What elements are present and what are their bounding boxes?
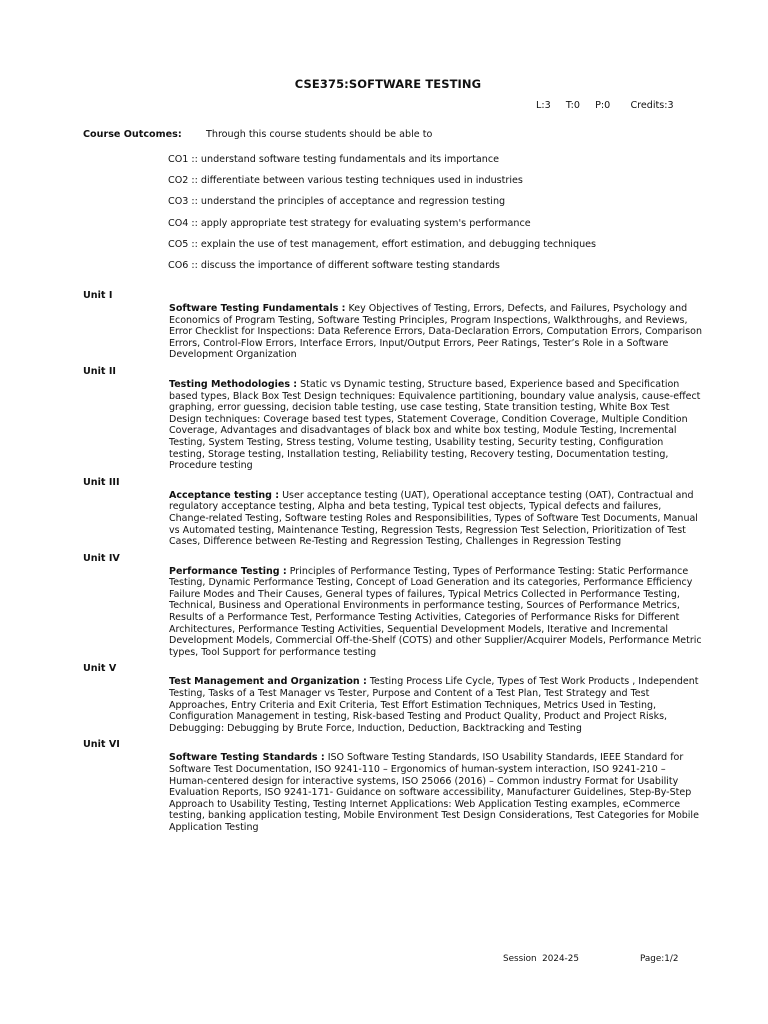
unit-heading: Software Testing Fundamentals : <box>169 303 346 314</box>
unit-5 <box>83 662 703 734</box>
footer-page-number: Page:1/2 <box>640 954 679 964</box>
unit-heading: Performance Testing : <box>169 565 287 577</box>
unit-heading: Software Testing Standards : <box>169 752 325 764</box>
unit-content <box>169 303 702 361</box>
unit-heading: Acceptance testing : <box>169 489 280 501</box>
unit-content <box>169 752 702 833</box>
course-outcome-item: CO1 :: understand software testing fundamentals and its importance <box>168 154 500 165</box>
unit-3 <box>83 476 703 548</box>
unit-1 <box>83 289 703 361</box>
unit-heading: Testing Methodologies : <box>169 378 298 390</box>
unit-label: Unit III <box>83 476 120 488</box>
unit-4 <box>83 552 703 659</box>
unit-label: Unit VI <box>83 739 120 751</box>
unit-label: Unit I <box>83 290 113 301</box>
course-outcome-item: CO2 :: differentiate between various testing techniques used in industries <box>168 175 523 187</box>
course-outcomes-list <box>168 153 596 280</box>
unit-2 <box>83 365 703 472</box>
unit-text: Static vs Dynamic testing, Structure based, Experience based and Specification based types, Black Box Test Design techniques: Equivalence partitioning, boundary value analysis, cause-effect graphing, error guessing, decision table testing, use case testing, State transition testing, White Box Test Design techniques: Coverage based test types, Statement Coverage, Condition Coverage, Multiple Condition Coverage, Advantages and disadvantages of black box and white box testing, Module Testing, Incremental Testing, System Testing, Stress testing, Volume testing, Usability testing, Security testing, Configuration testing, Storage testing, Installation testing, Reliability testing, Recovery testing, Documentation testing, Procedure testing <box>169 378 701 472</box>
course-outcome-item: CO4 :: apply appropriate test strategy for evaluating system's performance <box>168 217 531 229</box>
unit-label: Unit V <box>83 663 117 675</box>
course-outcome-item: CO6 :: discuss the importance of different software testing standards <box>168 259 500 271</box>
credits-line: L:3 T:0 P:0 Credits:3 <box>536 100 674 111</box>
unit-text: ISO Software Testing Standards, ISO Usability Standards, IEEE Standard for Software Test Documentation, ISO 9241-110 – Ergonomics of human-system interaction, ISO 9241-210 – Human-centered design for interactive systems, ISO 25066 (2016) – Common industry Format for Usability Evaluation Reports, ISO 9241-171- Guidance on software accessibility, Manufacturer Guidelines, Step-By-Step Approach to Usability Testing, Testing Internet Applications: Web Application Testing examples, eCommerce testing, banking application testing, Mobile Environment Test Design Considerations, Test Categories for Mobile Application Testing <box>169 752 699 833</box>
course-outcomes-label: Course Outcomes: <box>83 129 182 140</box>
footer-session: Session 2024-25 <box>503 954 579 964</box>
course-outcome-item: CO5 :: explain the use of test management, effort estimation, and debugging techniques <box>168 238 597 250</box>
unit-text: Key Objectives of Testing, Errors, Defects, and Failures, Psychology and Economics of Program Testing, Software Testing Principles, Program Inspections, Walkthroughs, and Reviews, Error Checklist for Inspections: Data Reference Errors, Data-Declaration Errors, Computation Errors, Comparison Errors, Control-Flow Errors, Interface Errors, Input/Output Errors, Peer Ratings, Tester’s Role in a Software Development Organization <box>169 303 702 361</box>
unit-label: Unit II <box>83 365 116 377</box>
course-title: CSE375:SOFTWARE TESTING <box>294 77 482 91</box>
unit-content <box>169 490 702 548</box>
course-outcomes-intro: Through this course students should be able to <box>206 129 433 140</box>
unit-heading: Test Management and Organization : <box>169 676 367 688</box>
unit-content <box>169 379 702 472</box>
unit-content <box>169 676 702 734</box>
unit-text: Principles of Performance Testing, Types of Performance Testing: Static Performance Testing, Dynamic Performance Testing, Concept of Load Generation and its categories, Performance Efficiency Failure Modes and Their Causes, General types of failures, Typical Metrics Collected in Performance Testing, Technical, Business and Operational Environments in performance testing, Sources of Performance Metrics, Results of a Performance Test, Performance Testing Activities, Categories of Performance Risks for Different Architectures, Performance Testing Activities, Sequential Development Models, Iterative and Incremental Development Models, Commercial Off-the-Shelf (COTS) and other Supplier/Acquirer Models, Performance Metric types, Tool Support for performance testing <box>169 565 702 658</box>
units-section <box>83 289 703 838</box>
unit-6 <box>83 738 703 833</box>
unit-text: Testing Process Life Cycle, Types of Test Work Products , Independent Testing, Tasks of a Test Manager vs Tester, Purpose and Content of a Test Plan, Test Strategy and Test Approaches, Entry Criteria and Exit Criteria, Test Effort Estimation Techniques, Metrics Used in Testing, Configuration Management in testing, Risk-based Testing and Product Quality, Product and Project Risks, Debugging: Debugging by Brute Force, Induction, Deduction, Backtracking and Testing <box>169 676 699 734</box>
course-outcome-item: CO3 :: understand the principles of acceptance and regression testing <box>168 196 506 208</box>
unit-content <box>169 566 702 659</box>
unit-label: Unit IV <box>83 552 120 564</box>
unit-text: User acceptance testing (UAT), Operational acceptance testing (OAT), Contractual and regulatory acceptance testing, Alpha and beta testing, Typical test objects, Typical defects and failures, Change-related Testing, Software testing Roles and Responsibilities, Types of Software Test Documents, Manual vs Automated testing, Maintenance Testing, Regression Tests, Regression Test Selection, Prioritization of Test Cases, Difference between Re-Testing and Regression Testing, Challenges in Regression Testing <box>169 489 698 548</box>
